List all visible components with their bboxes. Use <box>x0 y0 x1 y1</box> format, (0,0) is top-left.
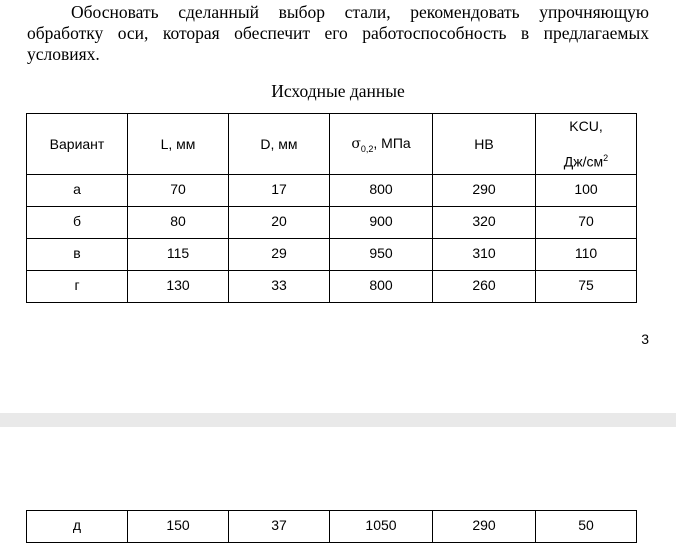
table-row <box>27 207 637 239</box>
sigma-subscript: 0,2 <box>360 143 374 154</box>
cell-yield-strength: 900 <box>330 207 433 239</box>
cell-yield-strength: 800 <box>330 271 433 303</box>
cell-variant: д <box>27 511 128 543</box>
paragraph-line-1: Обосновать сделанный выбор стали, рекомендовать упрочняющую <box>71 2 649 22</box>
cell-diameter: 29 <box>229 239 330 271</box>
sigma-symbol: σ <box>351 135 361 152</box>
cell-impact-strength: 50 <box>536 511 637 543</box>
cell-length: 70 <box>128 175 229 207</box>
cell-diameter: 33 <box>229 271 330 303</box>
table-row <box>27 271 637 303</box>
cell-impact-strength: 70 <box>536 207 637 239</box>
cell-hardness: 290 <box>433 175 536 207</box>
cell-variant: а <box>27 175 128 207</box>
page-break <box>0 413 676 427</box>
cell-length: 80 <box>128 207 229 239</box>
paragraph-line-3: условиях. <box>27 44 100 64</box>
cell-length: 150 <box>128 511 229 543</box>
input-data-table <box>26 113 637 303</box>
kcu-unit-superscript: 2 <box>603 153 609 164</box>
cell-length: 130 <box>128 271 229 303</box>
cell-diameter: 37 <box>229 511 330 543</box>
header-impact-strength <box>536 114 637 175</box>
cell-yield-strength: 800 <box>330 175 433 207</box>
kcu-label: KCU, <box>569 118 603 135</box>
cell-variant: г <box>27 271 128 303</box>
cell-hardness: 290 <box>433 511 536 543</box>
table-header-row <box>27 114 637 175</box>
cell-length: 115 <box>128 239 229 271</box>
header-yield-strength <box>330 114 433 175</box>
header-hardness: HB <box>433 114 536 175</box>
task-paragraph <box>27 2 649 65</box>
paragraph-line-2: обработку оси, которая обеспечит его работоспособность в предлагаемых <box>27 23 649 43</box>
table-row <box>27 511 637 543</box>
table-row <box>27 175 637 207</box>
header-diameter: D, мм <box>229 114 330 175</box>
table-caption: Исходные данные <box>271 81 405 101</box>
input-data-table-continued <box>26 510 637 543</box>
sigma-unit: , МПа <box>373 134 411 151</box>
kcu-unit-line <box>538 150 634 170</box>
cell-diameter: 20 <box>229 207 330 239</box>
cell-impact-strength: 110 <box>536 239 637 271</box>
page-number: 3 <box>641 331 649 347</box>
cell-impact-strength: 100 <box>536 175 637 207</box>
cell-impact-strength: 75 <box>536 271 637 303</box>
cell-yield-strength: 1050 <box>330 511 433 543</box>
kcu-unit: Дж/см <box>563 153 604 170</box>
table-row <box>27 239 637 271</box>
header-variant: Вариант <box>27 114 128 175</box>
cell-variant: в <box>27 239 128 271</box>
cell-yield-strength: 950 <box>330 239 433 271</box>
document-page-2 <box>0 427 676 547</box>
cell-hardness: 260 <box>433 271 536 303</box>
cell-hardness: 320 <box>433 207 536 239</box>
cell-hardness: 310 <box>433 239 536 271</box>
header-length: L, мм <box>128 114 229 175</box>
cell-diameter: 17 <box>229 175 330 207</box>
cell-variant: б <box>27 207 128 239</box>
